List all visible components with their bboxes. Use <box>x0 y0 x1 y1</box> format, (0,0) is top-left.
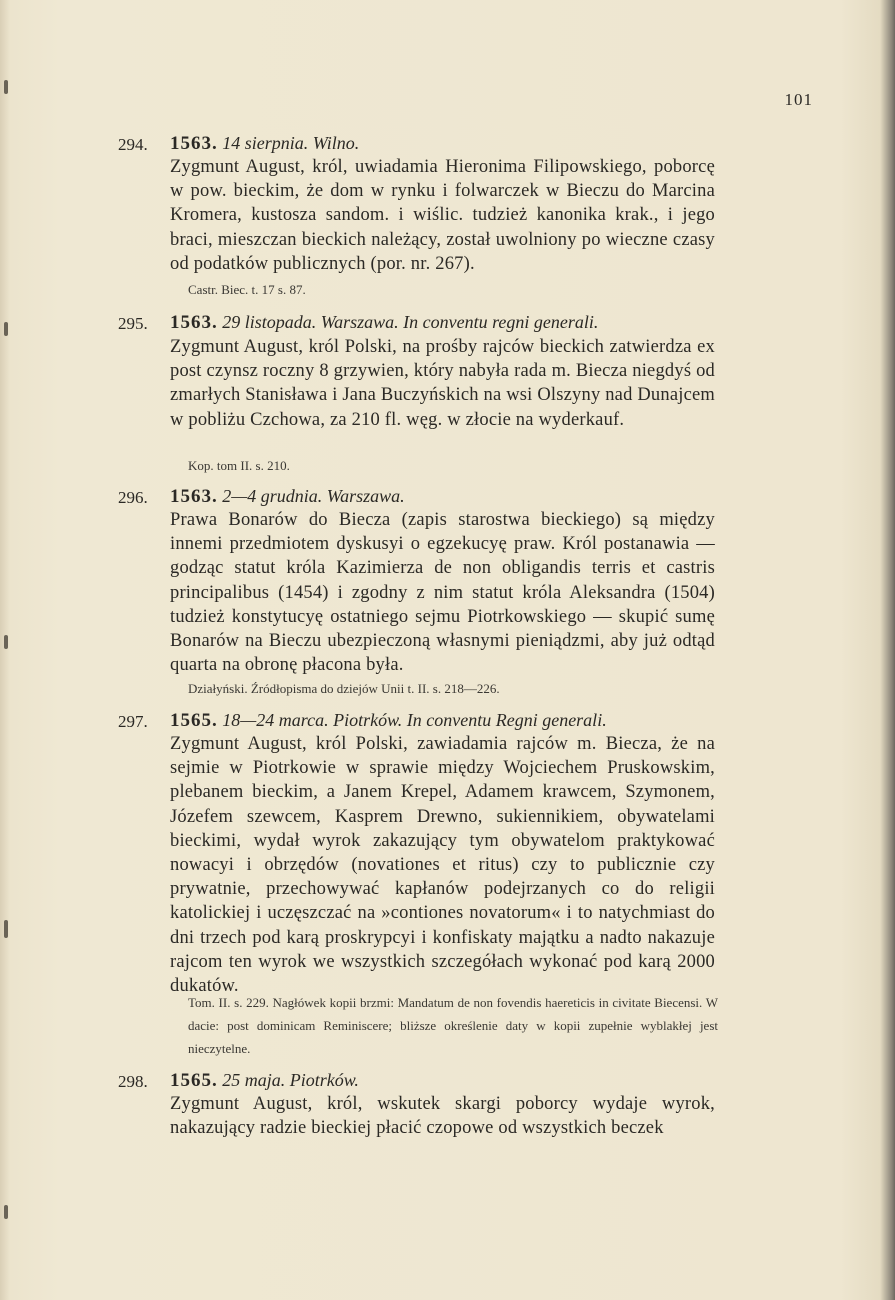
entry-body: Zygmunt August, król, uwiadamia Hieronima Filipowskiego, poborcę w pow. bieckim, że dom w rynku i folwarczek w Bieczu do Marcina Kromera, kustosza sandom. i wiślic. tudzież kanonika krak., i jego braci, mieszczan bieckich należący, został uwolniony po wieczne czasy od podatków publicznych (por. nr. 267). <box>170 157 715 274</box>
entry-heading <box>170 484 730 509</box>
entry-number: 295. <box>118 314 148 333</box>
entry-number: 296. <box>118 488 148 507</box>
entry-year: 1563. <box>170 486 218 507</box>
entry-place: Warszawa. <box>326 486 405 506</box>
entry-place: Piotrków. <box>289 1070 359 1090</box>
margin-mark <box>4 80 8 94</box>
margin-mark <box>4 920 8 938</box>
entry-year: 1565. <box>170 710 218 731</box>
margin-mark <box>4 322 8 336</box>
entry-body: Prawa Bonarów do Biecza (zapis starostwa bieckiego) są między innemi przedmiotem dyskusyi o egzekucyę praw. Król postanawia — godząc statut króla Kazimierza de non obligandis terris et castris principalibus (1454) i zgodny z nim statut króla Aleksandra (1504) tudzież konstytucyę ostatniego sejmu Piotrkowskiego — skupić sumę Bonarów na Bieczu ubezpieczoną własnymi pieniądzmi, aby już odtąd quarta na obronę płacona była. <box>170 510 715 676</box>
entry-body: Zygmunt August, król Polski, na prośby rajców bieckich zatwierdza ex post czynsz roczny 8 grzywien, który nabyła rada m. Biecza niegdyś od zmarłych Stanisława i Jana Buczyńskich na wsi Olszyny nad Dunajcem w pobliżu Czchowa, za 210 fl. węg. w złocie na wyderkauf. <box>170 337 715 430</box>
entry-place: Warszawa. In conventu regni generali. <box>320 312 599 332</box>
entry-date: 25 maja. <box>222 1070 286 1090</box>
margin-mark <box>4 1205 8 1219</box>
page-number: 101 <box>784 90 813 109</box>
entry-number: 294. <box>118 135 148 154</box>
entry-date: 18—24 marca. <box>222 710 329 730</box>
entry-year: 1565. <box>170 1070 218 1091</box>
entry-place: Wilno. <box>312 133 360 153</box>
entry-date: 2—4 grudnia. <box>222 486 323 506</box>
entry-heading <box>170 131 730 156</box>
entry-year: 1563. <box>170 312 218 333</box>
entry-number: 298. <box>118 1072 148 1091</box>
entry-place: Piotrków. In conventu Regni generali. <box>333 710 607 730</box>
entry-number: 297. <box>118 712 148 731</box>
entry-year: 1563. <box>170 133 218 154</box>
entry-heading <box>170 310 730 335</box>
entry-body: Zygmunt August, król Polski, zawiadamia rajców m. Biecza, że na sejmie w Piotrkowie w sprawie między Wojciechem Pruskowskim, plebanem bieckim, a Janem Krepel, Adamem krawcem, Szymonem, Józefem szewcem, Kasprem Drewno, sukiennikiem, obywatelami bieckimi, wydał wyrok zakazujący tym obywatelom praktykować nowacyi i obrzędów (novationes et ritus) czy to publicznie czy prywatnie, przechowywać kapłanów podejrzanych co do religii katolickiej i uczęszczać na »contiones novatorum« i to natychmiast do dni trzech pod karą proskrypcyi i konfiskaty majątku a nadto nakazuje rajcom ten wyrok we wszystkich szczegółach wykonać pod karą 2000 dukatów. <box>170 734 715 997</box>
entry-heading <box>170 708 730 733</box>
entry-source: Castr. Biec. t. 17 s. 87. <box>188 282 306 297</box>
entry-source: Tom. II. s. 229. Nagłówek kopii brzmi: Mandatum de non fovendis haereticis in civitate Biecensi. W dacie: post dominicam Reminiscere; bliższe określenie daty w kopii zupełnie wyblakłej jest nieczytelne. <box>188 995 718 1056</box>
entry-date: 29 listopada. <box>222 312 317 332</box>
entry-date: 14 sierpnia. <box>222 133 309 153</box>
entry-source: Działyński. Źródłopisma do dziejów Unii t. II. s. 218—226. <box>188 681 500 696</box>
entry-heading <box>170 1068 730 1093</box>
entry-source: Kop. tom II. s. 210. <box>188 458 290 473</box>
margin-mark <box>4 635 8 649</box>
entry-body: Zygmunt August, król, wskutek skargi poborcy wydaje wyrok, nakazujący radzie bieckiej płacić czopowe od wszystkich beczek <box>170 1094 715 1139</box>
